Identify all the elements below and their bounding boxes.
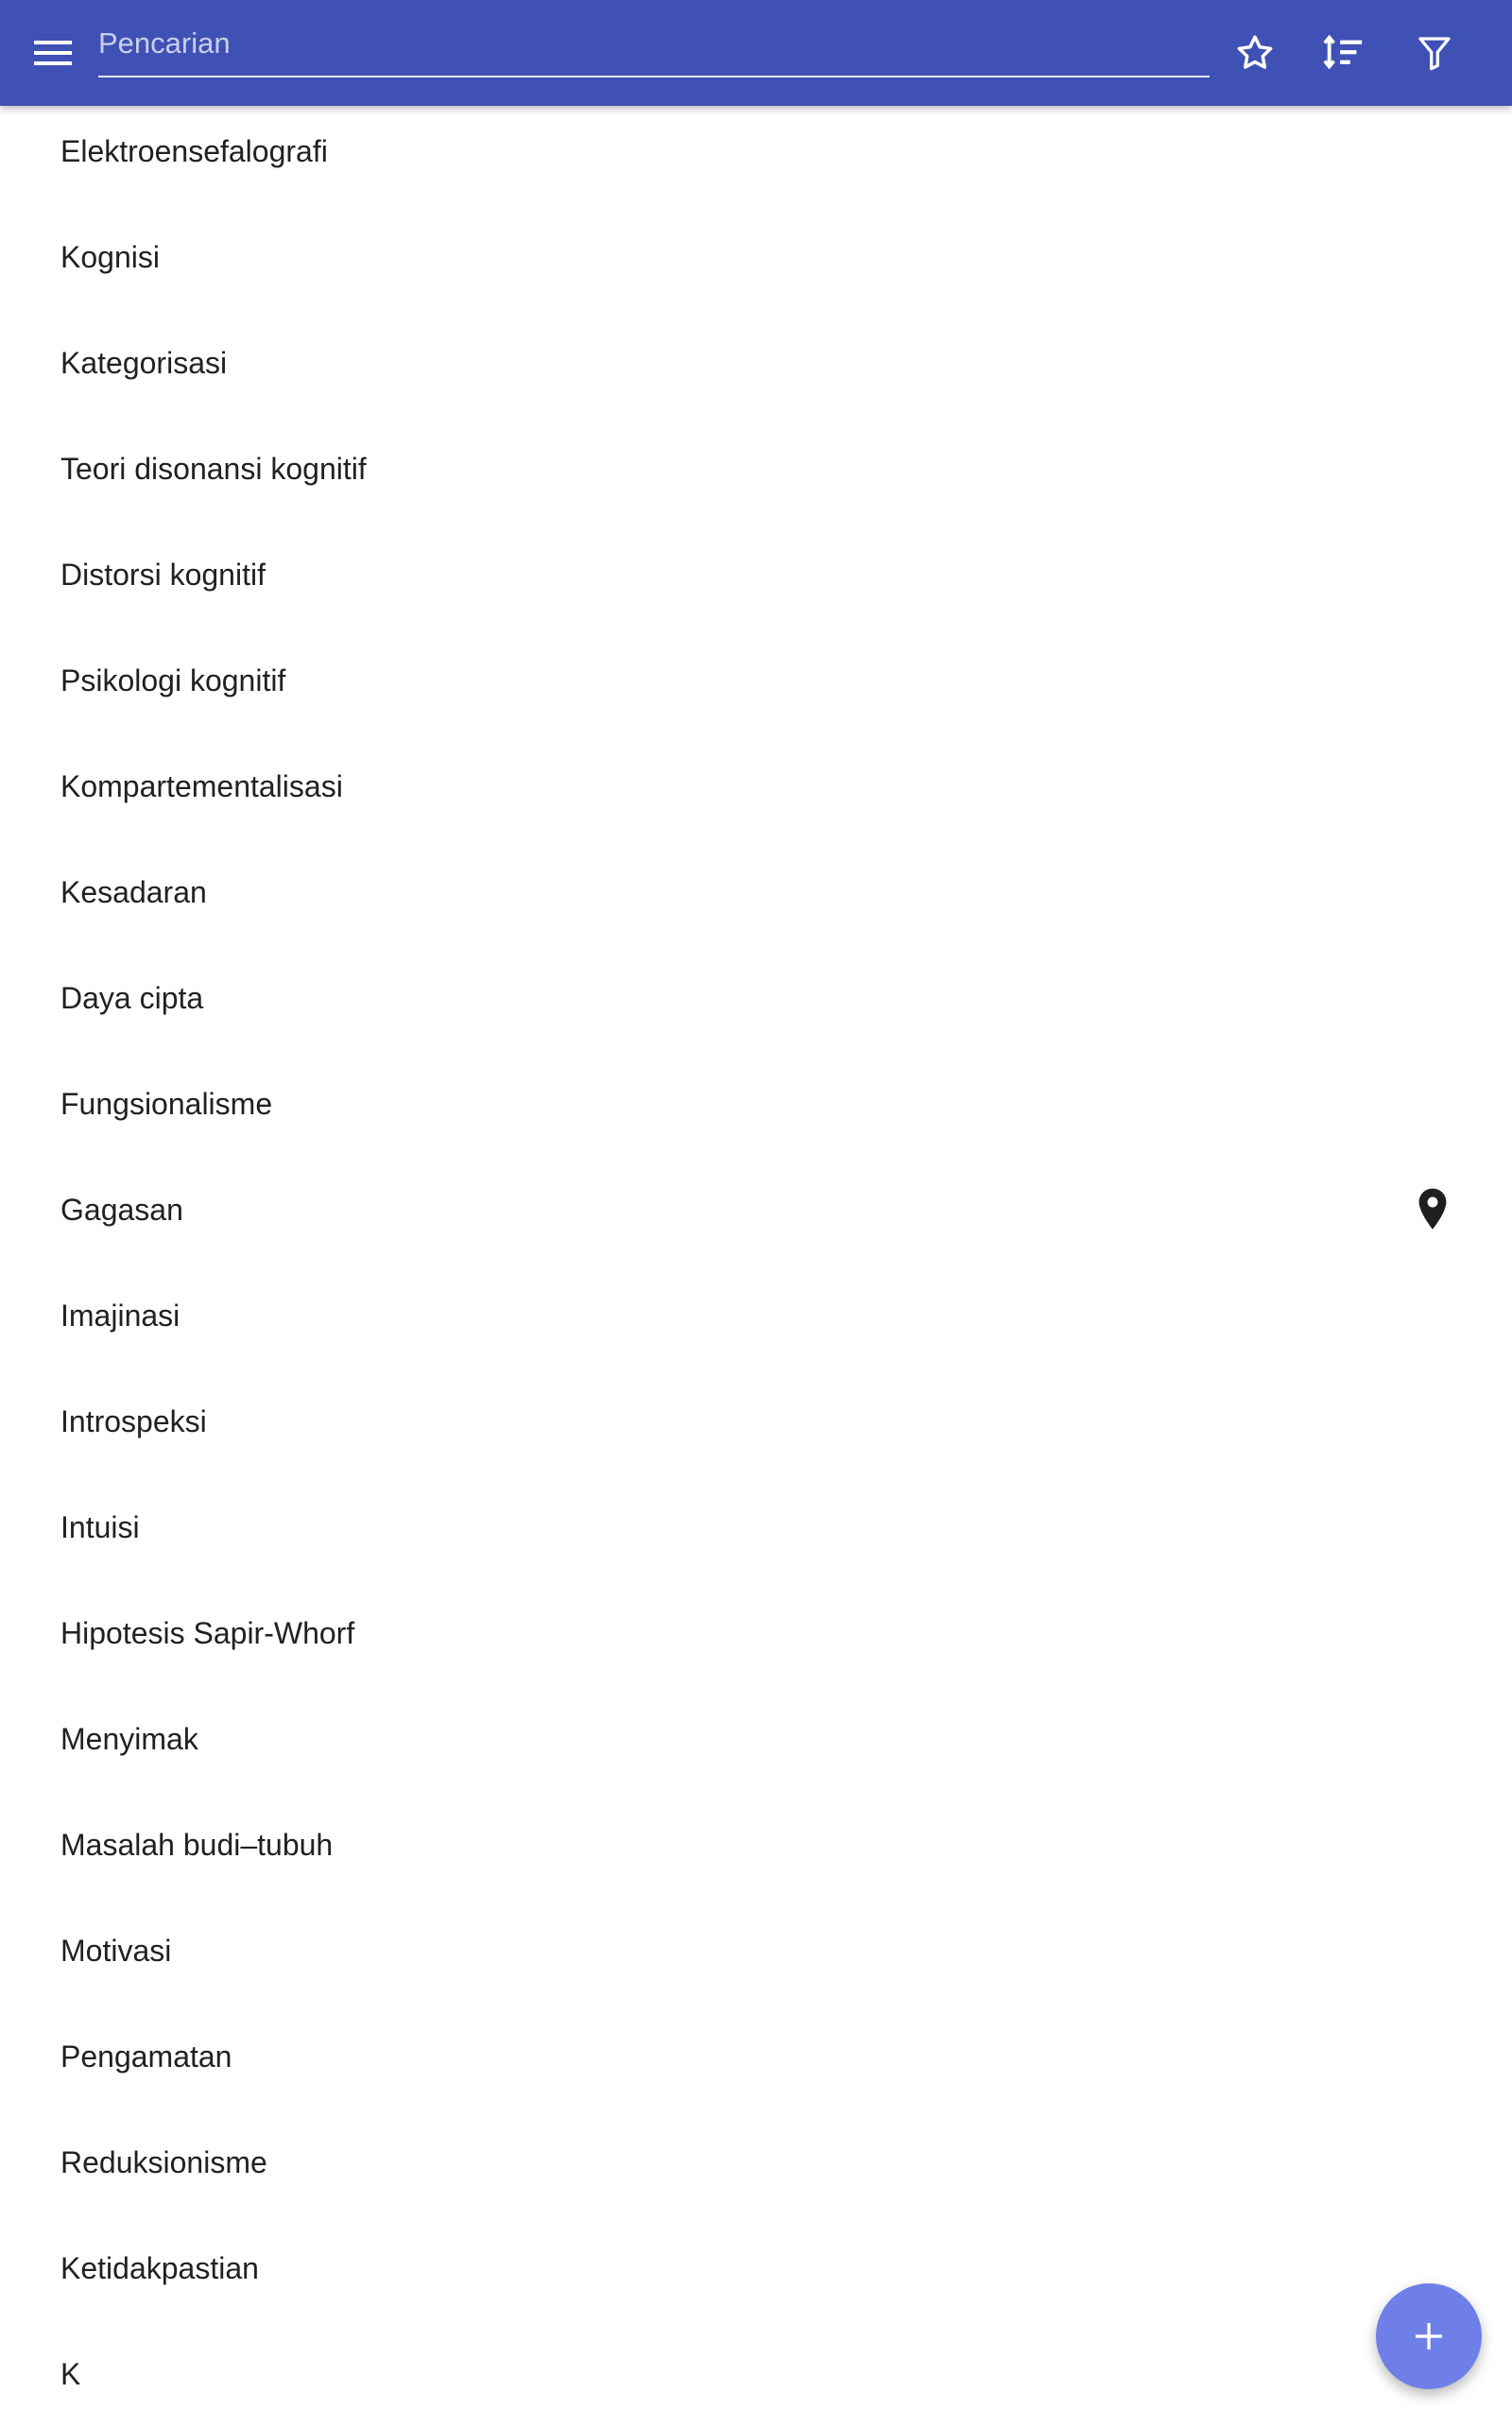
list-item[interactable] [0,945,1512,1051]
list-item-label: Psikologi kognitif [60,663,286,697]
plus-icon [1413,2320,1445,2352]
list-item[interactable] [0,1157,1512,1263]
sort-icon [1322,31,1366,75]
list-item-label: Masalah budi–tubuh [60,1828,334,1862]
list-item[interactable] [0,839,1512,945]
list-item-label: Daya cipta [60,981,204,1015]
location-pin-icon [1414,1187,1452,1232]
list-item[interactable] [0,2109,1512,2215]
list-item-label: Introspeksi [60,1404,207,1438]
list-item-label: Hipotesis Sapir-Whorf [60,1616,355,1650]
list-item-label: Kompartementalisasi [60,769,343,803]
list-item-label: Teori disonansi kognitif [60,452,367,486]
list-item[interactable] [0,310,1512,416]
list-item[interactable] [0,1051,1512,1157]
list-item[interactable] [0,1263,1512,1368]
list-item-label: Motivasi [60,1934,172,1968]
list-item-label: Kognisi [60,240,160,274]
list-item[interactable] [0,1686,1512,1792]
list-item-label: K [60,2357,81,2391]
list-item[interactable] [0,2215,1512,2321]
list-item[interactable] [0,1474,1512,1580]
list-item-label: Reduksionisme [60,2145,267,2179]
list-item-label: Kategorisasi [60,346,228,380]
list-item[interactable] [0,2321,1512,2427]
search-field [98,17,1210,77]
list-item-label: Kesadaran [60,875,207,909]
list-item[interactable] [0,416,1512,522]
app-bar [0,0,1512,106]
list-item[interactable] [0,1898,1512,2004]
filter-button[interactable] [1404,23,1465,83]
list-item-label: Imajinasi [60,1299,180,1333]
list-item[interactable] [0,522,1512,628]
list-item-label: Distorsi kognitif [60,558,266,592]
list-item[interactable] [0,2004,1512,2109]
menu-button[interactable] [23,23,83,83]
search-input[interactable] [98,17,1210,70]
list-item-label: Gagasan [60,1193,183,1227]
term-list [0,98,1512,2427]
list-item-label: Elektroensefalografi [60,134,328,168]
list-item[interactable] [0,1792,1512,1898]
filter-icon [1416,33,1453,73]
hamburger-menu-icon [34,40,72,66]
list-item[interactable] [0,1580,1512,1686]
list-item[interactable] [0,1368,1512,1474]
list-item-label: Pengamatan [60,2040,232,2074]
list-item[interactable] [0,733,1512,839]
list-item-label: Fungsionalisme [60,1087,273,1121]
favorites-button[interactable] [1225,23,1285,83]
add-button[interactable] [1376,2283,1482,2389]
list-item[interactable] [0,628,1512,733]
list-item-label: Intuisi [60,1510,140,1544]
list-item[interactable] [0,204,1512,310]
list-item-label: Ketidakpastian [60,2251,259,2285]
sort-button[interactable] [1314,23,1374,83]
list-item[interactable] [0,98,1512,204]
star-outline-icon [1234,32,1276,74]
list-item-label: Menyimak [60,1722,198,1756]
